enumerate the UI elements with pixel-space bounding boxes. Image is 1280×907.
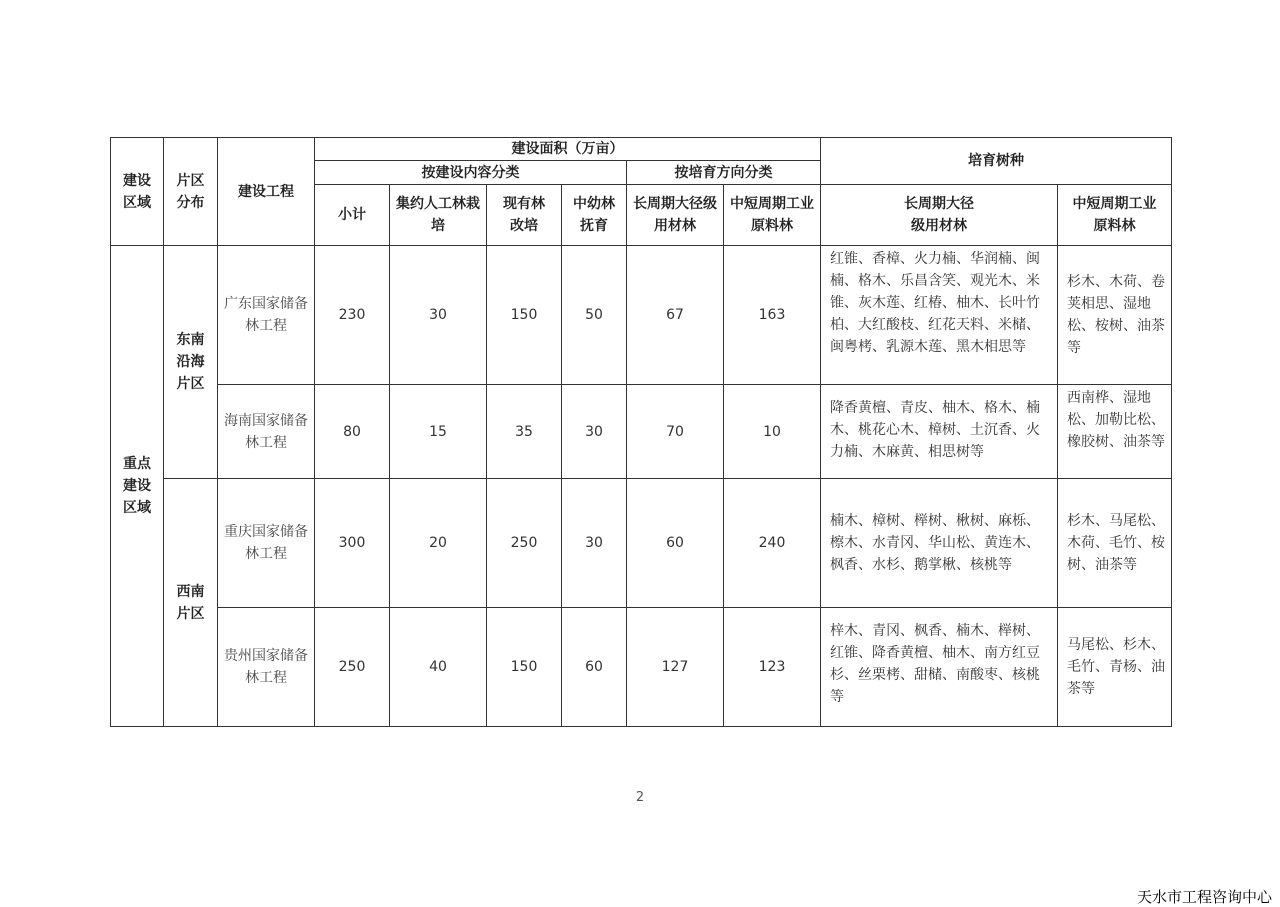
- header-long-timber: 长周期大径级用材林: [627, 185, 724, 246]
- header-improve: 现有林改培: [487, 185, 562, 246]
- project-name: 广东国家储备林工程: [218, 246, 315, 385]
- cell-species-long: 降香黄檀、青皮、柚木、格木、楠木、桃花心木、樟树、土沉香、火力楠、木麻黄、相思树等: [821, 385, 1058, 479]
- page-number: 2: [635, 790, 645, 805]
- project-name: 重庆国家储备林工程: [218, 479, 315, 608]
- cell-subtotal: 80: [315, 385, 390, 479]
- header-species-short: 中短周期工业原料林: [1058, 185, 1172, 246]
- cell-subtotal: 300: [315, 479, 390, 608]
- cell-improve: 35: [487, 385, 562, 479]
- cell-species-short: 杉木、马尾松、木荷、毛竹、桉树、油茶等: [1058, 479, 1172, 608]
- cell-improve: 250: [487, 479, 562, 608]
- footer-organization: 天水市工程咨询中心: [1136, 888, 1272, 906]
- cell-short: 123: [724, 608, 821, 727]
- cell-long: 60: [627, 479, 724, 608]
- cell-improve: 150: [487, 608, 562, 727]
- cell-tending: 30: [562, 479, 627, 608]
- cell-short: 240: [724, 479, 821, 608]
- project-name: 贵州国家储备林工程: [218, 608, 315, 727]
- cell-subtotal: 230: [315, 246, 390, 385]
- zone-southeast: 东南沿海片区: [164, 246, 218, 479]
- cell-long: 67: [627, 246, 724, 385]
- header-by-direction: 按培育方向分类: [627, 161, 821, 185]
- cell-species-short: 杉木、木荷、卷荚相思、湿地松、桉树、油茶等: [1058, 246, 1172, 385]
- header-project: 建设工程: [218, 138, 315, 246]
- cell-intensive: 15: [390, 385, 487, 479]
- cell-subtotal: 250: [315, 608, 390, 727]
- cell-long: 70: [627, 385, 724, 479]
- cell-short: 163: [724, 246, 821, 385]
- cell-short: 10: [724, 385, 821, 479]
- cell-tending: 60: [562, 608, 627, 727]
- header-species-long: 长周期大径级用材林: [821, 185, 1058, 246]
- cell-species-long: 红锥、香樟、火力楠、华润楠、闽楠、格木、乐昌含笑、观光木、米锥、灰木莲、红椿、柚木、长叶竹柏、大红酸枝、红花天料、米槠、闽粤栲、乳源木莲、黑木相思等: [821, 246, 1058, 385]
- cell-species-long: 梓木、青冈、枫香、楠木、榉树、红锥、降香黄檀、柚木、南方红豆杉、丝栗栲、甜槠、南酸枣、核桃等: [821, 608, 1058, 727]
- cell-intensive: 20: [390, 479, 487, 608]
- cell-intensive: 40: [390, 608, 487, 727]
- cell-species-long: 楠木、樟树、榉树、楸树、麻栎、檫木、水青冈、华山松、黄连木、枫香、水杉、鹅掌楸、核桃等: [821, 479, 1058, 608]
- zone-southwest: 西南片区: [164, 479, 218, 727]
- cell-tending: 30: [562, 385, 627, 479]
- region-key: 重点建设区域: [111, 246, 164, 727]
- cell-improve: 150: [487, 246, 562, 385]
- header-tending: 中幼林抚育: [562, 185, 627, 246]
- cell-tending: 50: [562, 246, 627, 385]
- reserve-forest-table: [110, 137, 1172, 727]
- header-by-content: 按建设内容分类: [315, 161, 627, 185]
- cell-species-short: 西南桦、湿地松、加勒比松、橡胶树、油茶等: [1058, 385, 1172, 479]
- cell-long: 127: [627, 608, 724, 727]
- header-zone: 片区分布: [164, 138, 218, 246]
- header-region: 建设区域: [111, 138, 164, 246]
- header-intensive: 集约人工林栽培: [390, 185, 487, 246]
- cell-species-short: 马尾松、杉木、毛竹、青杨、油茶等: [1058, 608, 1172, 727]
- header-subtotal: 小计: [315, 185, 390, 246]
- cell-intensive: 30: [390, 246, 487, 385]
- project-name: 海南国家储备林工程: [218, 385, 315, 479]
- header-area: 建设面积（万亩）: [315, 138, 821, 161]
- header-short-timber: 中短周期工业原料林: [724, 185, 821, 246]
- header-species: 培育树种: [821, 138, 1172, 185]
